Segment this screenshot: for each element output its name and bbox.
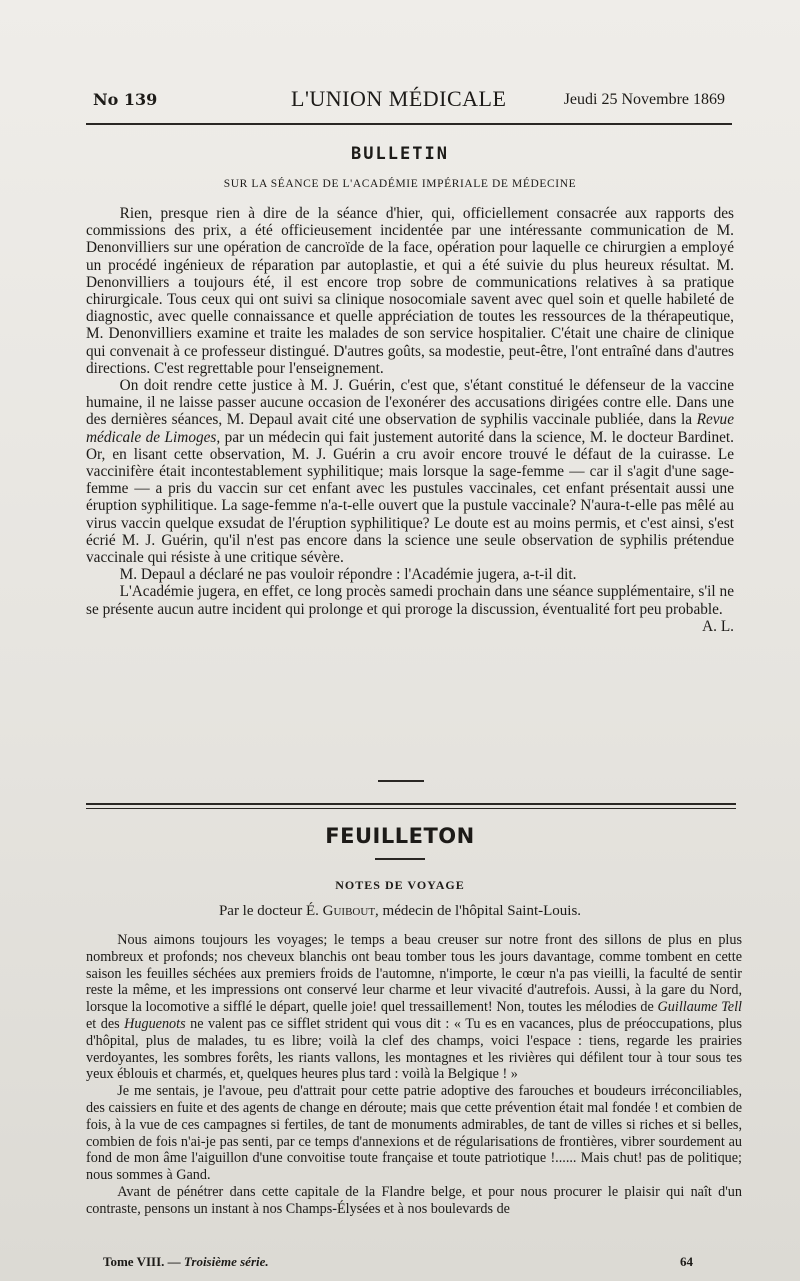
signature-mark: 64: [680, 1254, 693, 1269]
tome-series: Troisième série.: [183, 1254, 269, 1269]
byline-prefix: Par le docteur É.: [218, 903, 323, 919]
feuilleton-paragraph: Je me sentais, je l'avoue, peu d'attrait pour cette patrie adoptive des farouches et boudeurs irréconciliables, des caissiers en fuite et des agents de change en déroute; mais que cette prévention était mal fondée ! et combien de fois, à la vue de ces campagnes si fertiles, de tant de monuments admirables, de tant de villes si riches et si belles, combien de fois n'ai-je pas senti, par ce temps d'annexions et de régularisations de frontières, vibrer sourdement au fond de mon âme l'aiguillon d'une convoitise toute française et toute patriotique !...... Mais chut! pas de politique; nous sommes à Gand.: [86, 1083, 742, 1184]
issue-number: No 139: [93, 90, 158, 109]
bulletin-subtitle: SUR LA SÉANCE DE L'ACADÉMIE IMPÉRIALE DE MÉDECINE: [223, 178, 577, 190]
feuilleton-paragraph: [86, 932, 742, 1083]
byline-suffix: , médecin de l'hôpital Saint-Louis.: [375, 903, 582, 919]
feuilleton-rule-top: [86, 803, 736, 805]
tome-label: [103, 1254, 269, 1270]
feuilleton-rule-bottom: [86, 808, 736, 809]
header-rule: [86, 123, 732, 125]
feuilleton-subtitle: NOTES DE VOYAGE: [335, 878, 465, 892]
feuilleton-paragraph: Avant de pénétrer dans cette capitale de la Flandre belge, et pour nous procurer le plaisir qui naît d'un contraste, pensons un instant à nos Champs-Élysées et à nos boulevards de: [86, 1183, 742, 1217]
author-name: Guibout: [322, 903, 376, 919]
tome-prefix: Tome VIII. —: [103, 1254, 184, 1269]
bulletin-signature: A. L.: [702, 617, 734, 635]
bulletin-title: BULLETIN: [351, 144, 449, 164]
page-header: [93, 86, 725, 116]
opera-title: Huguenots: [124, 1015, 186, 1032]
bulletin-paragraph: [86, 377, 734, 566]
feuilleton-title-underline: [375, 858, 425, 860]
page-footer: [103, 1254, 693, 1274]
bulletin-paragraph: [86, 583, 734, 635]
feuilleton-body: [86, 932, 742, 1218]
feuilleton-title: FEUILLETON: [325, 824, 475, 848]
feuilleton-byline: [0, 903, 800, 920]
paragraph-text: L'Académie jugera, en effet, ce long procès samedi prochain dans une séance supplémentaire, s'il ne se présente aucun autre incident qui prolonge et qui proroge la discussion, éventualité fort peu probable.: [86, 583, 734, 618]
bulletin-body: [86, 205, 734, 635]
bulletin-paragraph: M. Depaul a déclaré ne pas vouloir répondre : l'Académie jugera, a-t-il dit.: [119, 566, 577, 584]
journal-citation: Revue médicale de Limoges,: [86, 411, 734, 446]
short-divider: [378, 780, 424, 782]
paragraph-text: ne valent pas ce sifflet strident qui vous dit : « Tu es en vacances, plus de préoccupations, plus d'hôpital, plus de malades, tu es libre; voilà la clef des champs, voici l'espace : tiens, regarde les prairies verdoyantes, les sombres forêts, les riants vallons, les montagnes et les rivières qui défilent tour à tour sous tes yeux éblouis et charmés, et, quelques heures plus tard : voilà la Belgique ! »: [86, 1015, 742, 1083]
paragraph-text: et des: [86, 1015, 125, 1032]
paragraph-text: Nous aimons toujours les voyages; le temps a beau creuser sur notre front des sillons de plus en plus nombreux et profonds; nos cheveux blanchis ont beau tomber tous les jours davantage, comme tombent en cette saison les feuilles séchées aux premiers froids de l'automne, n'importe, le cœur n'a pas vieilli, la faculté de sentir reste la même, et les impressions ont conservé leur charme et leur vivacité d'autrefois. Aussi, à la gare du Nord, lorsque la locomotive a sifflé le départ, quelle joie! quel tressaillement! Non, toutes les mélodies de: [86, 932, 742, 1016]
opera-title: Guillaume Tell: [657, 999, 742, 1016]
paragraph-text: par un médecin qui fait justement autorité dans la science, M. le docteur Bardinet. Or, en lisant cette observation, M. J. Guérin a cru avoir encore trouvé le défaut de la cuirasse. Le vaccinifère était incontestablement syphilitique; mais lorsque la sage-femme — car il s'agit d'une sage-femme — a pris du vaccin sur cet enfant avec les pustules vaccinales, cet enfant présentait aussi une éruption syphilitique. La sage-femme n'a-t-elle ouvert que la pustule vaccinale? N'aura-t-elle pas mêlé au virus vaccin quelque exsudat de l'éruption syphilitique? Le doute est au moins permis, et c'est ainsi, s'est écrié M. J. Guérin, qu'il n'est pas encore dans la science une seule observation de syphilis prétendue vaccinale qui résiste à une critique sévère.: [86, 428, 734, 567]
issue-date: Jeudi 25 Novembre 1869: [563, 91, 725, 108]
bulletin-paragraph: Rien, presque rien à dire de la séance d'hier, qui, officiellement consacrée aux rapports des commissions des prix, a été officieusement incidentée par une intéressante communication de M. Denonvilliers sur une opération de cancroïde de la face, opération pour laquelle ce chirurgien a employé un procédé ingénieux de réparation par autoplastie, et qui a été suivie du plus heureux résultat. M. Denonvilliers a toujours été, il est encore trop sobre de communications relatives à sa pratique chirurgicale. Tous ceux qui ont suivi sa clinique nosocomiale savent avec quel soin et quelle habileté de diagnostic, avec quelle connaissance et quelle appréciation de toutes les ressources de la thérapeutique, M. Denonvilliers examine et traite les malades de son service hospitalier. C'était une chaire de clinique qui convenait à ce professeur distingué. D'autres goûts, sa modestie, peut-être, l'ont entraîné dans d'autres directions. C'est regrettable pour l'enseignement.: [86, 205, 734, 377]
journal-title: L'UNION MÉDICALE: [291, 86, 507, 111]
paragraph-text: On doit rendre cette justice à M. J. Guérin, c'est que, s'étant constitué le défenseur de la vaccine humaine, il ne laisse passer aucune occasion de l'exonérer des accusations dirigées contre elle. Dans une des dernières séances, M. Depaul avait cité une observation de syphilis vaccinale publiée, dans la: [86, 377, 734, 429]
